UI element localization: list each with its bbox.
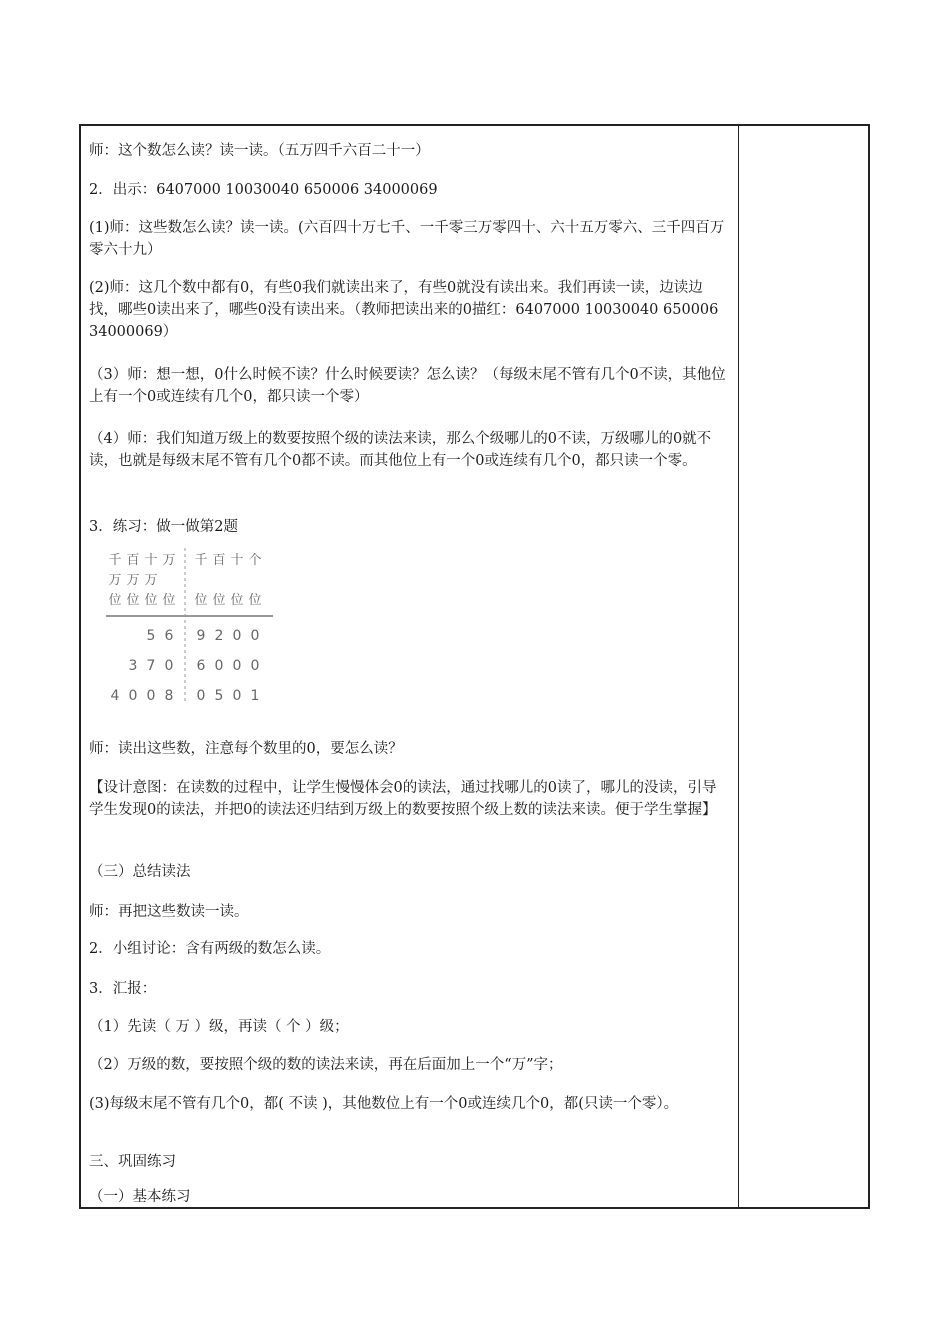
- digit: 0: [232, 688, 242, 704]
- digit: 0: [146, 688, 156, 704]
- text-line: （2）万级的数，要按照个级的数的读法来读，再在后面加上一个“万”字；: [89, 1057, 563, 1073]
- text-line: (3)每级末尾不管有几个0，都( 不读 )，其他数位上有一个0或连续几个0，都(只读一个零）。: [89, 1096, 679, 1112]
- digit: 0: [250, 628, 260, 644]
- section-heading: 三、巩固练习: [89, 1154, 176, 1170]
- digit: 4: [110, 688, 120, 704]
- digit: 9: [196, 628, 206, 644]
- place-header: 位: [248, 593, 262, 608]
- place-header: 位: [126, 593, 140, 608]
- text-line: 师：读出这些数，注意每个数里的0，要怎么读？: [89, 741, 403, 757]
- text-line: (1)师：这些数怎么读？读一读。(六百四十万七千、一千零三万零四十、六十五万零六、三千四百万零六十九）: [89, 220, 725, 258]
- place-header: 万: [162, 553, 176, 568]
- place-header: 万: [108, 573, 122, 588]
- place-header: 十: [230, 553, 244, 568]
- place-header: 位: [212, 593, 226, 608]
- digit: 6: [196, 658, 206, 674]
- column-divider: [738, 126, 739, 1207]
- place-header: 十: [144, 553, 158, 568]
- place-header: 位: [108, 593, 122, 608]
- digit: 6: [164, 628, 174, 644]
- text-line: （4）师：我们知道万级上的数要按照个级的读法来读，那么个级哪儿的0不读，万级哪儿的0就不读，也就是每级末尾不管有几个0都不读。而其他位上有一个0或连续有几个0，都只读一个零。: [89, 431, 712, 469]
- section-heading: （三）总结读法: [89, 864, 191, 880]
- place-header: 位: [194, 593, 208, 608]
- text-line: 3．练习：做一做第2题: [89, 519, 238, 535]
- digit: 5: [214, 688, 224, 704]
- place-value-chart-svg: [101, 546, 291, 706]
- digit: 0: [196, 688, 206, 704]
- text-line: 2．出示：6407000 10030040 650006 34000069: [89, 182, 438, 198]
- section-heading: （一）基本练习: [89, 1189, 191, 1205]
- place-header: 百: [126, 553, 140, 568]
- place-header: 万: [126, 573, 140, 588]
- place-header: 位: [144, 593, 158, 608]
- place-header: 位: [230, 593, 244, 608]
- place-value-chart: [101, 546, 291, 706]
- digit: 0: [128, 688, 138, 704]
- text-line: （1）先读（ 万 ）级，再读（ 个 ）级；: [89, 1019, 349, 1035]
- place-header: 千: [194, 553, 208, 568]
- text-line: 3．汇报：: [89, 981, 157, 997]
- place-header: 千: [108, 553, 122, 568]
- digit: 3: [128, 658, 138, 674]
- text-line: 师：这个数怎么读？读一读。（五万四千六百二十一）: [89, 143, 430, 159]
- text-line: (2)师：这几个数中都有0，有些0我们就读出来了，有些0就没有读出来。我们再读一读，边读边找，哪些0读出来了，哪些0没有读出来。（教师把读出来的0描红：6407000 10030040 650006 34000069）: [89, 280, 719, 340]
- digit: 8: [164, 688, 174, 704]
- text-line: 【设计意图：在读数的过程中，让学生慢慢体会0的读法，通过找哪儿的0读了，哪儿的没读，引导学生发现0的读法，并把0的读法还归结到万级上的数要按照个级上数的读法来读。便于学生掌握】: [89, 780, 717, 818]
- digit: 5: [146, 628, 156, 644]
- digit: 0: [232, 658, 242, 674]
- digit: 1: [250, 688, 260, 704]
- text-line: （3）师：想一想，0什么时候不读？什么时候要读？怎么读？（每级末尾不管有几个0不读，其他位上有一个0或连续有几个0，都只读一个零）: [89, 367, 726, 405]
- digit: 2: [214, 628, 224, 644]
- digit: 0: [232, 628, 242, 644]
- text-line: 师：再把这些数读一读。: [89, 904, 249, 920]
- digit: 0: [250, 658, 260, 674]
- place-header: 个: [248, 553, 262, 568]
- place-header: 百: [212, 553, 226, 568]
- lesson-table: [79, 124, 870, 1209]
- digit: 7: [146, 658, 156, 674]
- digit: 0: [214, 658, 224, 674]
- place-header: 万: [144, 573, 158, 588]
- place-header: 位: [162, 593, 176, 608]
- text-line: 2．小组讨论：含有两级的数怎么读。: [89, 941, 331, 957]
- digit: 0: [164, 658, 174, 674]
